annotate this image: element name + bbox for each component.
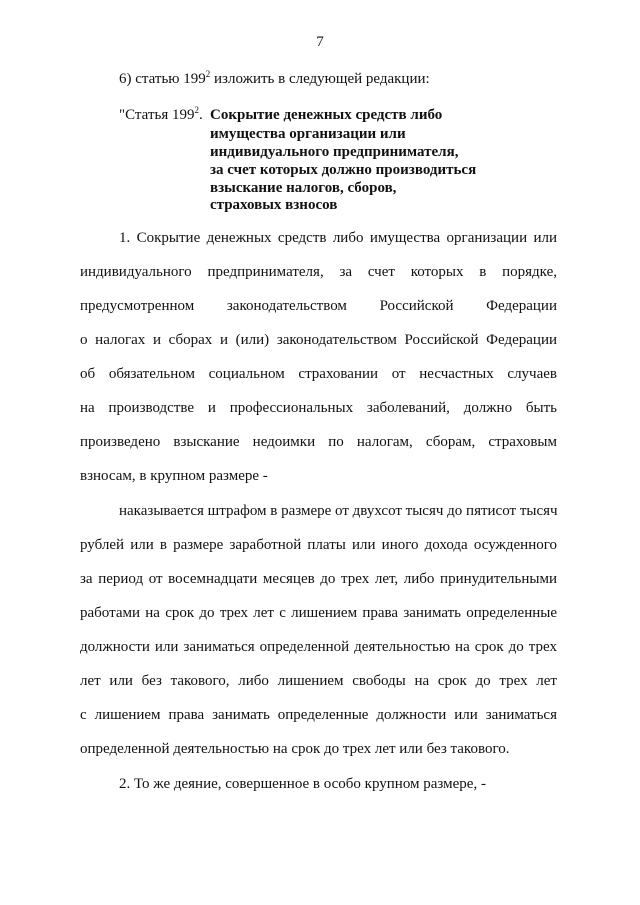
article-title-line: индивидуального предпринимателя, — [210, 144, 459, 160]
article-label — [119, 106, 203, 124]
paragraph-2-line: наказывается штрафом в размере от двухсот тысяч до пятисот тысяч — [119, 503, 558, 519]
paragraph-2-line: рублей или в размере заработной платы или иного дохода осужденного — [80, 537, 557, 553]
article-label-suffix: . — [198, 107, 203, 123]
paragraph-1-line: индивидуального предпринимателя, за счет которых в порядке, — [80, 264, 557, 280]
paragraph-2-line: с лишением права занимать определенные должности или заниматься — [80, 707, 557, 723]
paragraph-2-line: должности или заниматься определенной деятельностью на срок до трех — [80, 639, 557, 655]
article-title-line: взыскание налогов, сборов, — [210, 180, 397, 196]
article-title-line: Сокрытие денежных средств либо — [210, 107, 443, 123]
article-label-prefix: "Статья 199 — [119, 107, 195, 123]
paragraph-1-line: на производстве и профессиональных заболеваний, должно быть — [80, 400, 557, 416]
page-number: 7 — [316, 34, 324, 50]
article-title-line: страховых взносов — [210, 197, 338, 213]
paragraph-1-line: предусмотренном законодательством Российской Федерации — [80, 298, 557, 314]
article-label-superscript: 2 — [194, 105, 199, 115]
paragraph-2-line: определенной деятельностью на срок до трех лет или без такового. — [80, 741, 510, 757]
intro-prefix: 6) статью 199 — [119, 71, 206, 87]
paragraph-2-line: лет или без такового, либо лишением свободы на срок до трех лет — [80, 673, 557, 689]
paragraph-1-line: взносам, в крупном размере - — [80, 468, 268, 484]
intro-line — [119, 70, 430, 88]
article-title-line: за счет которых должно производиться — [210, 162, 477, 178]
paragraph-1-line: о налогах и сборах и (или) законодательством Российской Федерации — [80, 332, 557, 348]
intro-superscript: 2 — [205, 69, 211, 79]
intro-suffix: изложить в следующей редакции: — [210, 71, 430, 87]
paragraph-1-line: об обязательном социальном страховании от несчастных случаев — [80, 366, 557, 382]
paragraph-1-line: 1. Сокрытие денежных средств либо имущества организации или — [119, 230, 557, 246]
paragraph-3-line: 2. То же деяние, совершенное в особо крупном размере, - — [119, 776, 486, 792]
paragraph-2-line: за период от восемнадцати месяцев до трех лет, либо принудительными — [80, 571, 557, 587]
article-title-line: имущества организации или — [210, 126, 406, 142]
paragraph-1-line: произведено взыскание недоимки по налогам, сборам, страховым — [80, 434, 557, 450]
paragraph-2-line: работами на срок до трех лет с лишением права занимать определенные — [80, 605, 557, 621]
